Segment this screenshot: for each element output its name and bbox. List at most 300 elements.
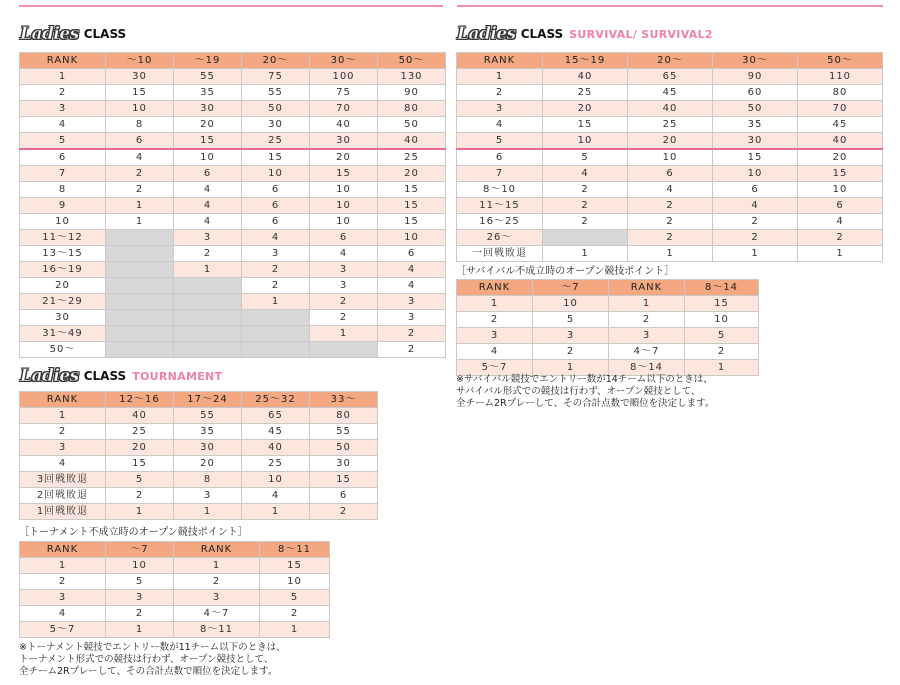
points-cell: 2	[798, 230, 883, 246]
points-cell: 30	[713, 133, 798, 150]
table-row	[20, 622, 330, 638]
points-cell: 1	[798, 246, 883, 262]
points-cell: 3	[609, 328, 685, 344]
points-cell: 1	[174, 262, 242, 278]
points-cell: 5	[106, 472, 174, 488]
points-cell: 2	[106, 166, 174, 182]
table-row	[20, 606, 330, 622]
table-row	[20, 504, 378, 520]
table-row	[20, 214, 446, 230]
table-row	[457, 166, 883, 182]
points-cell: 10	[106, 101, 174, 117]
points-cell: 5	[260, 590, 330, 606]
heading-survival	[457, 24, 713, 44]
table-row	[457, 246, 883, 262]
rank-cell: 20	[20, 278, 106, 294]
rank-cell: 2	[20, 424, 106, 440]
heading-main	[20, 24, 132, 44]
points-cell: 10	[310, 214, 378, 230]
points-cell: 90	[378, 85, 446, 101]
points-cell: 15	[378, 214, 446, 230]
ladies-logo: Ladies	[20, 366, 79, 386]
points-cell: 2	[242, 262, 310, 278]
points-cell: 2	[543, 198, 628, 214]
column-header: RANK	[20, 542, 106, 558]
points-cell: 6	[798, 198, 883, 214]
points-cell: 6	[242, 214, 310, 230]
points-cell: 4	[174, 182, 242, 198]
points-cell: 3	[533, 328, 609, 344]
table-row	[20, 230, 446, 246]
table-row	[20, 182, 446, 198]
points-cell	[310, 342, 378, 358]
points-cell	[174, 342, 242, 358]
table-row	[20, 69, 446, 85]
points-cell: 4	[174, 214, 242, 230]
points-cell: 30	[242, 117, 310, 133]
column-header: RANK	[20, 53, 106, 69]
table-row	[457, 85, 883, 101]
rank-cell: 5～7	[20, 622, 106, 638]
points-cell: 80	[798, 85, 883, 101]
top-divider-right	[457, 5, 883, 7]
table-row	[457, 230, 883, 246]
points-cell: 4	[798, 214, 883, 230]
points-cell: 10	[310, 198, 378, 214]
points-cell: 70	[310, 101, 378, 117]
column-header: 20～	[242, 53, 310, 69]
points-cell: 1	[685, 360, 759, 376]
survival-points-table	[456, 52, 883, 262]
note-line: ※トーナメント競技でエントリー数が11チーム以下のときは、	[19, 642, 286, 653]
table-row	[20, 262, 446, 278]
points-cell: 25	[543, 85, 628, 101]
points-cell: 3	[310, 262, 378, 278]
points-cell: 4	[242, 488, 310, 504]
points-cell	[174, 310, 242, 326]
points-cell: 2	[533, 344, 609, 360]
rank-cell: 3	[457, 328, 533, 344]
ladies-logo: Ladies	[457, 24, 516, 44]
points-cell: 4	[174, 198, 242, 214]
points-cell: 55	[242, 85, 310, 101]
points-cell: 1	[106, 504, 174, 520]
points-cell	[242, 342, 310, 358]
header-row	[457, 53, 883, 69]
survival-open-caption: ［サバイバル不成立時のオープン競技ポイント］	[456, 266, 675, 277]
points-cell: 10	[310, 182, 378, 198]
points-cell: 6	[106, 133, 174, 150]
rank-cell: 4	[457, 117, 543, 133]
points-cell: 45	[628, 85, 713, 101]
points-cell: 10	[260, 574, 330, 590]
points-cell	[106, 230, 174, 246]
heading-tournament	[20, 366, 222, 386]
rank-cell: 2回戦敗退	[20, 488, 106, 504]
points-cell: 45	[242, 424, 310, 440]
points-cell: 50	[242, 101, 310, 117]
points-cell: 2	[106, 182, 174, 198]
points-cell: 10	[628, 149, 713, 166]
points-cell: 20	[378, 166, 446, 182]
points-cell: 30	[310, 133, 378, 150]
points-cell: 25	[628, 117, 713, 133]
header-row	[457, 280, 759, 296]
points-cell: 20	[106, 440, 174, 456]
table-row	[457, 312, 759, 328]
points-cell: 50	[713, 101, 798, 117]
points-cell: 4	[378, 262, 446, 278]
table-row	[457, 328, 759, 344]
points-cell: 55	[174, 69, 242, 85]
points-cell: 8	[174, 472, 242, 488]
table-row	[20, 440, 378, 456]
points-cell: 25	[242, 456, 310, 472]
points-cell: 70	[798, 101, 883, 117]
points-cell: 4～7	[174, 606, 260, 622]
points-cell: 25	[242, 133, 310, 150]
points-cell: 15	[713, 149, 798, 166]
points-cell: 15	[242, 149, 310, 166]
rank-cell: 8～10	[457, 182, 543, 198]
points-cell: 75	[310, 85, 378, 101]
points-cell: 15	[310, 472, 378, 488]
points-cell: 1	[242, 504, 310, 520]
points-cell: 1	[628, 246, 713, 262]
rank-cell: 2	[457, 85, 543, 101]
points-cell: 100	[310, 69, 378, 85]
rank-cell: 6	[20, 149, 106, 166]
heading-class-word: CLASS	[520, 27, 564, 41]
rank-cell: 21～29	[20, 294, 106, 310]
note-line: ※サバイバル競技でエントリー数が14チーム以下のときは、	[456, 374, 713, 385]
survival-note	[456, 374, 796, 410]
points-cell: 1	[174, 558, 260, 574]
points-cell: 40	[310, 117, 378, 133]
points-cell: 20	[798, 149, 883, 166]
rank-cell: 3	[20, 590, 106, 606]
points-cell: 10	[685, 312, 759, 328]
header-row	[20, 53, 446, 69]
points-cell: 3	[174, 590, 260, 606]
points-cell: 15	[106, 456, 174, 472]
points-cell: 4	[378, 278, 446, 294]
rank-cell: 1	[20, 558, 106, 574]
column-header: ～19	[174, 53, 242, 69]
points-cell: 15	[310, 166, 378, 182]
column-header: 8～14	[685, 280, 759, 296]
points-cell: 15	[106, 85, 174, 101]
table-row	[20, 558, 330, 574]
column-header: ～10	[106, 53, 174, 69]
points-cell: 75	[242, 69, 310, 85]
column-header: 8～11	[260, 542, 330, 558]
points-cell: 6	[242, 182, 310, 198]
points-cell: 15	[174, 133, 242, 150]
points-cell: 10	[242, 166, 310, 182]
points-cell: 3	[174, 488, 242, 504]
points-cell: 80	[378, 101, 446, 117]
column-header: 15～19	[543, 53, 628, 69]
points-cell: 4	[310, 246, 378, 262]
heading-class-word: CLASS	[83, 369, 127, 383]
points-cell: 2	[713, 214, 798, 230]
table-row	[20, 456, 378, 472]
points-cell: 2	[609, 312, 685, 328]
rank-cell: 5～7	[457, 360, 533, 376]
points-cell: 6	[378, 246, 446, 262]
points-cell: 40	[106, 408, 174, 424]
table-row	[20, 294, 446, 310]
column-header: RANK	[174, 542, 260, 558]
points-cell: 3	[242, 246, 310, 262]
points-cell: 5	[106, 574, 174, 590]
points-cell: 10	[242, 472, 310, 488]
rank-cell: 6	[457, 149, 543, 166]
rank-cell: 1	[20, 408, 106, 424]
points-cell	[106, 326, 174, 342]
rank-cell: 3	[457, 101, 543, 117]
column-header: ～7	[533, 280, 609, 296]
top-divider-left	[19, 5, 443, 7]
points-cell: 5	[543, 149, 628, 166]
points-cell: 5	[685, 328, 759, 344]
points-cell: 30	[174, 101, 242, 117]
rank-cell: 4	[20, 117, 106, 133]
points-cell: 10	[713, 166, 798, 182]
points-cell: 3	[106, 590, 174, 606]
column-header: 30～	[713, 53, 798, 69]
table-row	[20, 133, 446, 150]
header-row	[20, 392, 378, 408]
points-cell: 2	[543, 214, 628, 230]
rank-cell: 1回戦敗退	[20, 504, 106, 520]
points-cell: 10	[106, 558, 174, 574]
points-cell: 20	[310, 149, 378, 166]
points-cell: 6	[713, 182, 798, 198]
column-header: 17～24	[174, 392, 242, 408]
note-line: トーナメント形式での競技は行わず、オープン競技として、	[19, 654, 274, 665]
table-row	[20, 488, 378, 504]
column-header: 30～	[310, 53, 378, 69]
rank-cell: 1	[457, 69, 543, 85]
rank-cell: 8	[20, 182, 106, 198]
points-cell: 1	[260, 622, 330, 638]
points-cell: 90	[713, 69, 798, 85]
table-row	[20, 246, 446, 262]
points-cell: 35	[174, 424, 242, 440]
points-cell: 3	[174, 230, 242, 246]
rank-cell: 3回戦敗退	[20, 472, 106, 488]
rank-cell: 16～25	[457, 214, 543, 230]
points-cell: 4	[713, 198, 798, 214]
points-cell: 65	[628, 69, 713, 85]
table-row	[20, 310, 446, 326]
table-row	[20, 117, 446, 133]
points-cell: 40	[242, 440, 310, 456]
rank-cell: 7	[20, 166, 106, 182]
column-header: RANK	[609, 280, 685, 296]
tournament-note	[19, 642, 359, 678]
table-row	[457, 198, 883, 214]
points-cell	[106, 246, 174, 262]
points-cell	[106, 294, 174, 310]
points-cell: 10	[798, 182, 883, 198]
note-line: サバイバル形式での競技は行わず、オープン競技として、	[456, 386, 701, 397]
points-cell: 25	[378, 149, 446, 166]
points-cell: 10	[543, 133, 628, 150]
rank-cell: 5	[20, 133, 106, 150]
points-cell	[174, 294, 242, 310]
table-row	[20, 342, 446, 358]
table-row	[457, 296, 759, 312]
column-header: 50～	[378, 53, 446, 69]
points-cell: 15	[798, 166, 883, 182]
column-header: 25～32	[242, 392, 310, 408]
points-cell: 35	[713, 117, 798, 133]
table-row	[457, 117, 883, 133]
table-row	[20, 326, 446, 342]
points-cell	[106, 278, 174, 294]
tournament-open-caption: ［トーナメント不成立時のオープン競技ポイント］	[19, 527, 248, 538]
points-cell: 8～14	[609, 360, 685, 376]
points-cell: 2	[713, 230, 798, 246]
rank-cell: 1	[457, 296, 533, 312]
points-cell: 4	[242, 230, 310, 246]
points-cell: 80	[310, 408, 378, 424]
rank-cell: 26～	[457, 230, 543, 246]
points-cell: 20	[174, 456, 242, 472]
points-cell: 2	[685, 344, 759, 360]
table-row	[457, 69, 883, 85]
table-row	[20, 198, 446, 214]
points-cell: 10	[378, 230, 446, 246]
points-cell: 50	[378, 117, 446, 133]
points-cell: 1	[106, 622, 174, 638]
column-header: RANK	[457, 53, 543, 69]
points-cell: 1	[106, 214, 174, 230]
points-cell: 8	[106, 117, 174, 133]
points-cell: 20	[628, 133, 713, 150]
survival-open-points-table	[456, 279, 759, 376]
points-cell: 60	[713, 85, 798, 101]
points-cell	[543, 230, 628, 246]
points-cell: 40	[543, 69, 628, 85]
rank-cell: 13～15	[20, 246, 106, 262]
points-cell: 4～7	[609, 344, 685, 360]
points-cell: 10	[174, 149, 242, 166]
column-header: 12～16	[106, 392, 174, 408]
points-cell: 35	[174, 85, 242, 101]
rank-cell: 5	[457, 133, 543, 150]
rank-cell: 3	[20, 101, 106, 117]
points-cell: 1	[609, 296, 685, 312]
points-cell: 45	[798, 117, 883, 133]
table-row	[20, 166, 446, 182]
points-cell: 110	[798, 69, 883, 85]
table-row	[20, 149, 446, 166]
points-cell: 3	[378, 310, 446, 326]
points-cell	[106, 310, 174, 326]
points-cell: 1	[106, 198, 174, 214]
points-cell: 30	[174, 440, 242, 456]
rank-cell: 2	[20, 574, 106, 590]
points-cell: 2	[106, 488, 174, 504]
rank-cell: 16～19	[20, 262, 106, 278]
points-cell: 1	[174, 504, 242, 520]
points-cell: 2	[310, 310, 378, 326]
column-header: RANK	[20, 392, 106, 408]
points-cell: 6	[174, 166, 242, 182]
rank-cell: 4	[20, 456, 106, 472]
points-cell: 15	[378, 182, 446, 198]
rank-cell: 1	[20, 69, 106, 85]
points-cell	[106, 342, 174, 358]
points-cell: 4	[628, 182, 713, 198]
points-cell	[242, 326, 310, 342]
note-line: 全チーム2Rプレーして、その合計点数で順位を決定します。	[456, 398, 715, 409]
points-cell: 15	[685, 296, 759, 312]
points-cell	[174, 326, 242, 342]
points-cell: 15	[543, 117, 628, 133]
points-cell: 6	[310, 488, 378, 504]
rank-cell: 50～	[20, 342, 106, 358]
points-cell: 4	[106, 149, 174, 166]
points-cell: 20	[543, 101, 628, 117]
rank-cell: 一回戦敗退	[457, 246, 543, 262]
points-cell: 2	[628, 198, 713, 214]
rank-cell: 2	[20, 85, 106, 101]
points-cell: 6	[628, 166, 713, 182]
table-row	[457, 344, 759, 360]
heading-class-word: CLASS	[83, 27, 127, 41]
points-cell: 5	[533, 312, 609, 328]
ladies-logo: Ladies	[20, 24, 79, 44]
table-row	[20, 85, 446, 101]
note-line: 全チーム2Rプレーして、その合計点数で順位を決定します。	[19, 666, 278, 677]
rank-cell: 2	[457, 312, 533, 328]
table-row	[20, 472, 378, 488]
rank-cell: 9	[20, 198, 106, 214]
rank-cell: 11～12	[20, 230, 106, 246]
points-cell	[106, 262, 174, 278]
table-row	[20, 590, 330, 606]
heading-subtitle-tournament: TOURNAMENT	[132, 369, 223, 383]
points-cell: 20	[174, 117, 242, 133]
column-header: 50～	[798, 53, 883, 69]
points-cell: 2	[242, 278, 310, 294]
points-cell: 2	[174, 246, 242, 262]
points-cell: 2	[106, 606, 174, 622]
points-cell: 1	[242, 294, 310, 310]
points-cell: 2	[310, 294, 378, 310]
column-header: ～7	[106, 542, 174, 558]
points-cell: 2	[310, 504, 378, 520]
points-cell: 1	[533, 360, 609, 376]
points-cell: 25	[106, 424, 174, 440]
header-row	[20, 542, 330, 558]
points-cell: 2	[260, 606, 330, 622]
column-header: 20～	[628, 53, 713, 69]
points-cell: 6	[242, 198, 310, 214]
points-cell: 8～11	[174, 622, 260, 638]
table-row	[457, 182, 883, 198]
points-cell: 130	[378, 69, 446, 85]
points-cell: 3	[310, 278, 378, 294]
heading-subtitle-survival: SURVIVAL/ SURVIVAL2	[569, 27, 713, 41]
points-cell: 15	[260, 558, 330, 574]
table-row	[20, 408, 378, 424]
